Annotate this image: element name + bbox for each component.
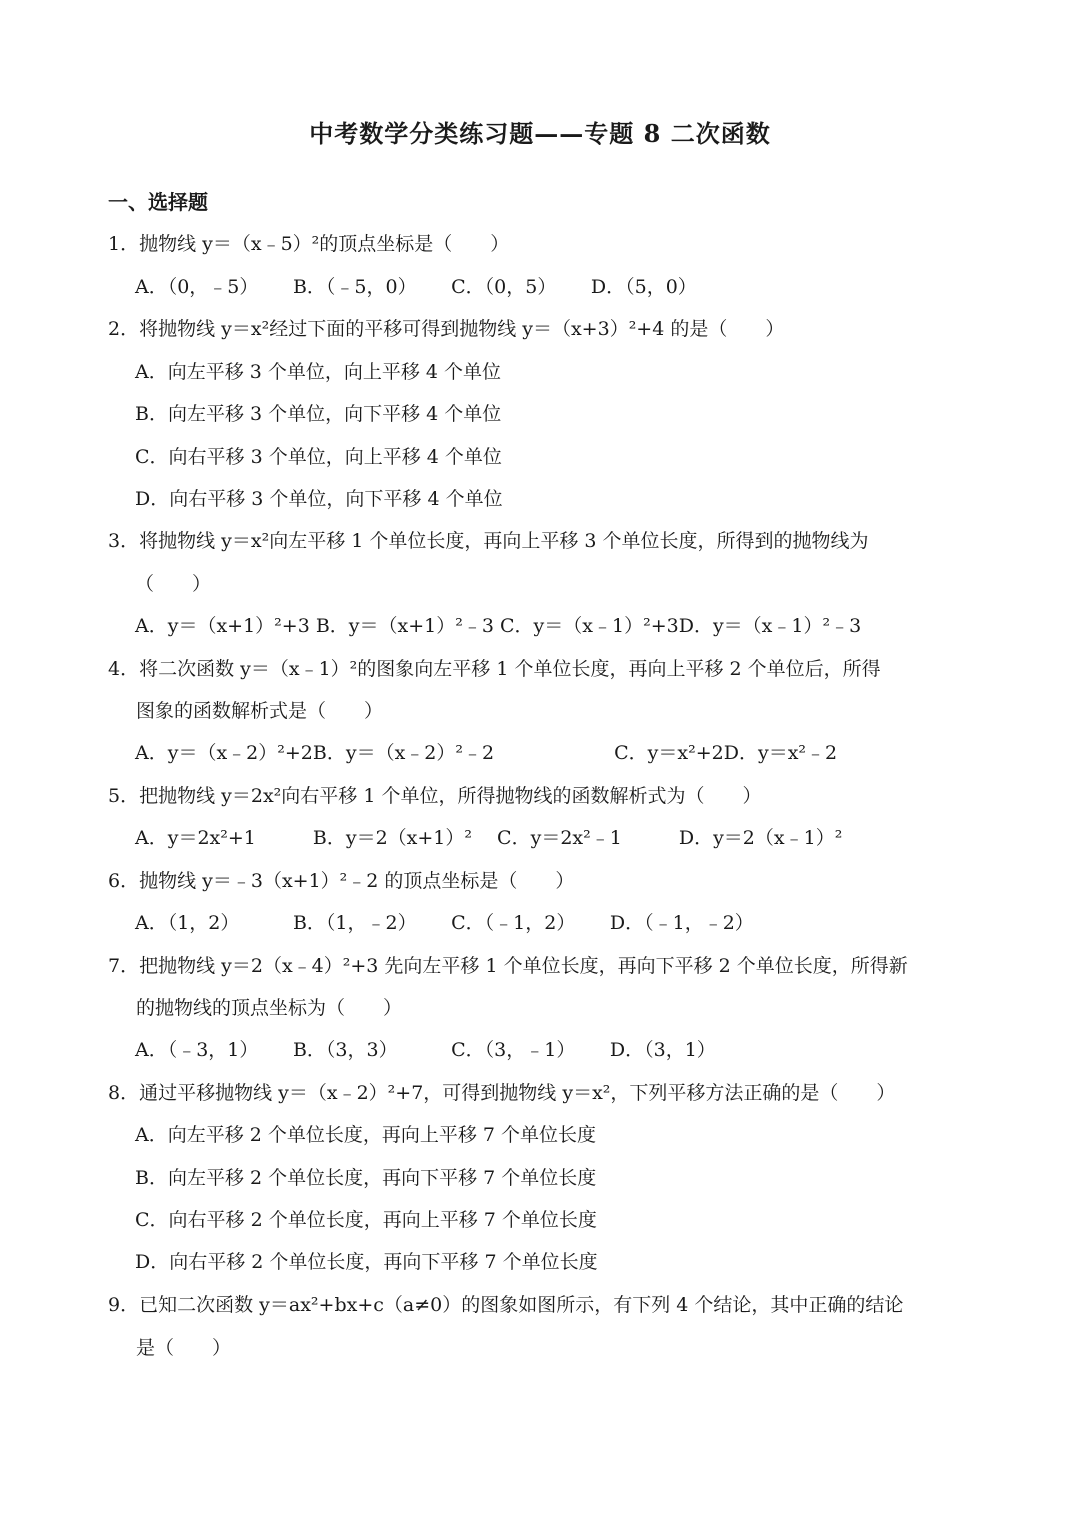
question-9-continued: 是（ ）	[136, 1337, 232, 1359]
question-2-option-b: B．向左平移 3 个单位，向下平移 4 个单位	[135, 403, 502, 425]
section-heading: 一、选择题	[108, 190, 208, 214]
question-8: 8．通过平移抛物线 y＝（x﹣2）²+7，可得到抛物线 y＝x²，下列平移方法正确的是（ ）	[108, 1082, 896, 1104]
question-2: 2．将抛物线 y＝x²经过下面的平移可得到抛物线 y＝（x+3）²+4 的是（ ）	[108, 318, 785, 340]
question-2-option-d: D．向右平移 3 个单位，向下平移 4 个单位	[135, 488, 503, 510]
question-2-option-a: A．向左平移 3 个单位，向上平移 4 个单位	[135, 361, 502, 383]
question-8-option-a: A．向左平移 2 个单位长度，再向上平移 7 个单位长度	[135, 1124, 597, 1146]
question-4-continued: 图象的函数解析式是（ ）	[136, 700, 384, 722]
question-3-options: A．y＝（x+1）²+3 B．y＝（x+1）²﹣3 C．y＝（x﹣1）²+3D．y＝（x﹣1）²﹣3	[135, 615, 862, 637]
question-5-options: A．y＝2x²+1 B．y＝2（x+1）² C．y＝2x²﹣1 D．y＝2（x﹣1）²	[135, 827, 843, 849]
question-7: 7．把抛物线 y＝2（x﹣4）²+3 先向左平移 1 个单位长度，再向下平移 2 个单位长度，所得新	[108, 955, 908, 977]
question-3-continued: （ ）	[135, 573, 212, 595]
question-7-continued: 的抛物线的顶点坐标为（ ）	[136, 997, 403, 1019]
question-1: 1．抛物线 y＝（x﹣5）²的顶点坐标是（ ）	[108, 233, 510, 255]
page-title: 中考数学分类练习题——专题 8 二次函数	[309, 119, 771, 148]
question-7-options: A．（﹣3，1） B．（3，3） C．（3，﹣1） D．（3，1）	[135, 1039, 716, 1061]
question-9: 9．已知二次函数 y＝ax²+bx+c（a≠0）的图象如图所示，有下列 4 个结论，其中正确的结论	[108, 1294, 904, 1316]
question-6: 6．抛物线 y＝﹣3（x+1）²﹣2 的顶点坐标是（ ）	[108, 870, 575, 892]
question-2-option-c: C．向右平移 3 个单位，向上平移 4 个单位	[135, 446, 502, 468]
question-8-option-d: D．向右平移 2 个单位长度，再向下平移 7 个单位长度	[135, 1251, 598, 1273]
question-5: 5．把抛物线 y＝2x²向右平移 1 个单位，所得抛物线的函数解析式为（ ）	[108, 785, 762, 807]
question-1-options: A．（0，﹣5） B．（﹣5，0） C．（0，5） D．（5，0）	[135, 276, 697, 298]
question-3: 3．将抛物线 y＝x²向左平移 1 个单位长度，再向上平移 3 个单位长度，所得到的抛物线为	[108, 530, 869, 552]
question-6-options: A．（1，2） B．（1，﹣2） C．（﹣1，2） D．（﹣1，﹣2）	[135, 912, 754, 934]
question-8-option-c: C．向右平移 2 个单位长度，再向上平移 7 个单位长度	[135, 1209, 597, 1231]
question-4-options: A．y＝（x﹣2）²+2B．y＝（x﹣2）²﹣2 C．y＝x²+2D．y＝x²﹣2	[135, 742, 838, 764]
question-8-option-b: B．向左平移 2 个单位长度，再向下平移 7 个单位长度	[135, 1167, 597, 1189]
question-4: 4．将二次函数 y＝（x﹣1）²的图象向左平移 1 个单位长度，再向上平移 2 个单位后，所得	[108, 658, 881, 680]
